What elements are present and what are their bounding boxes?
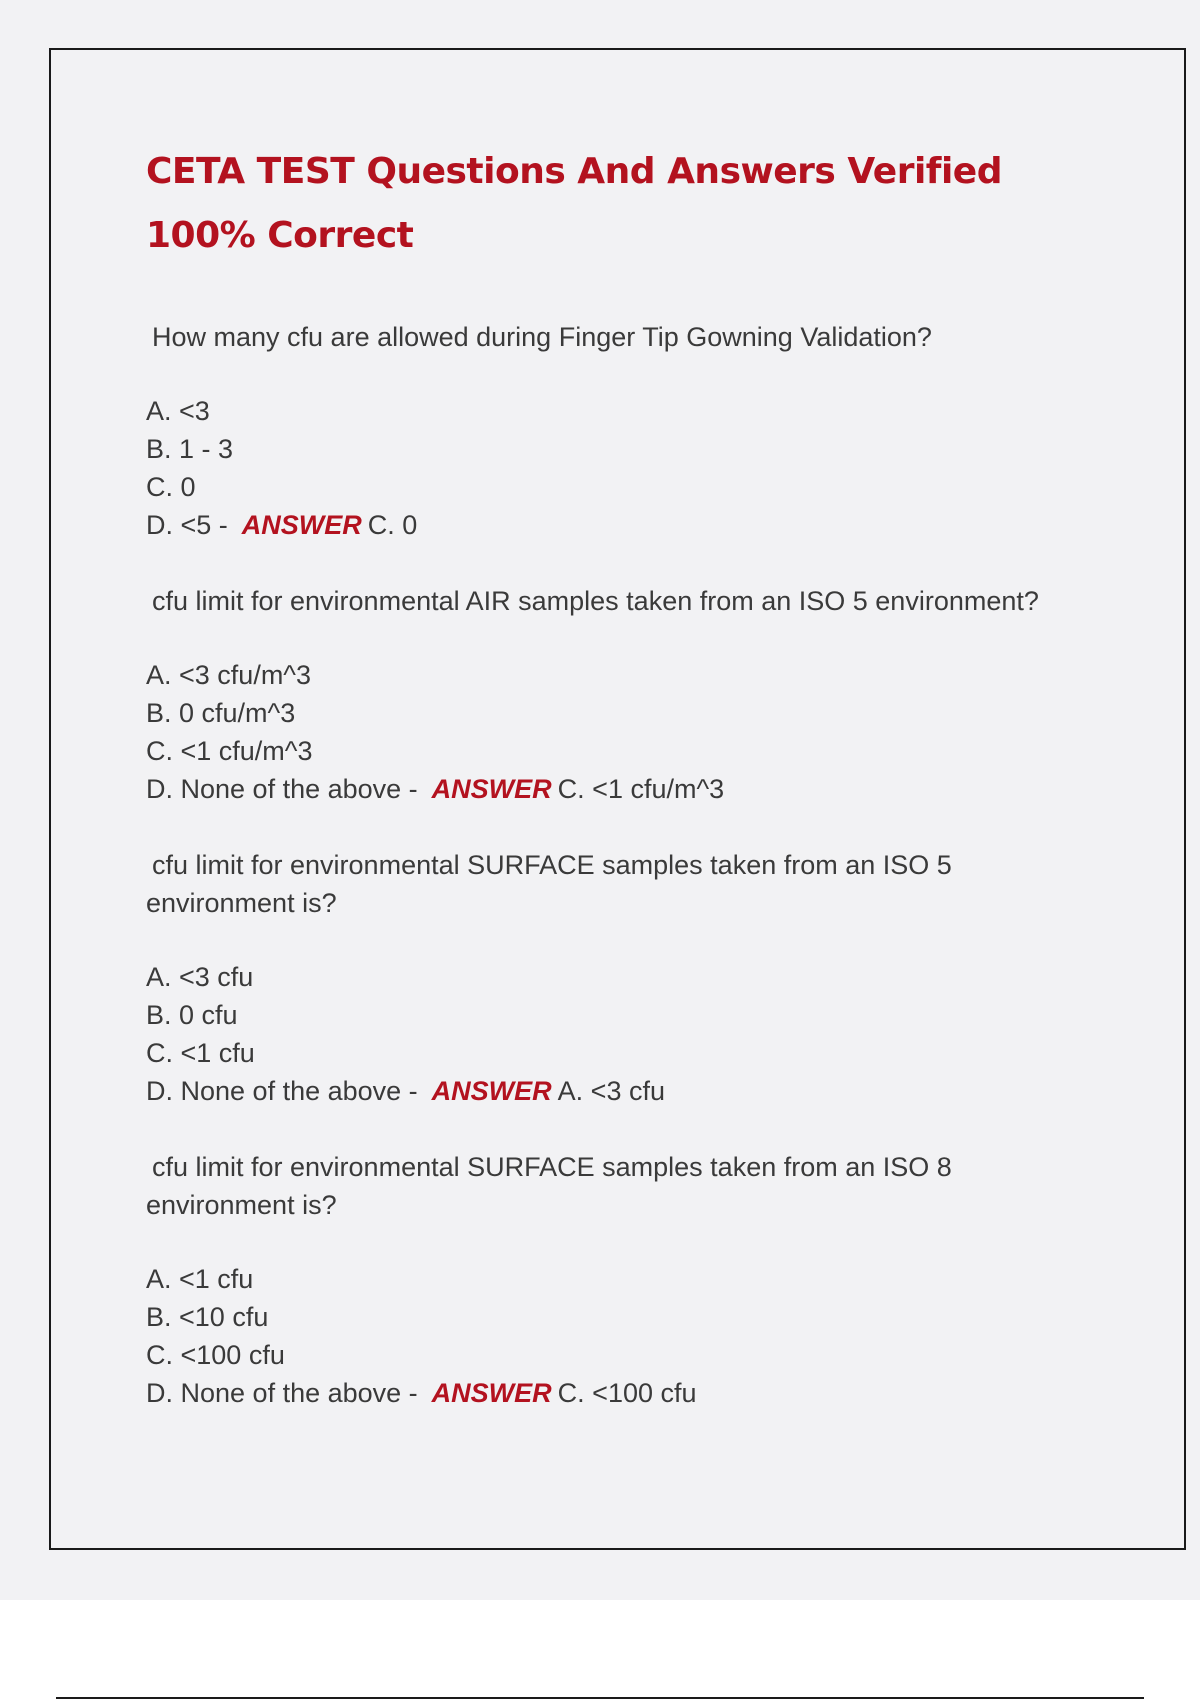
- question-block-2: [146, 582, 1106, 808]
- answer-label: ANSWER: [431, 1378, 552, 1408]
- option-d: [146, 1374, 1106, 1412]
- document-title: CETA TEST Questions And Answers Verified 100% Correct: [146, 151, 1002, 256]
- option-list: [146, 958, 1106, 1110]
- answer-text: A. <3 cfu: [557, 1076, 665, 1106]
- question-list: [146, 318, 1106, 1412]
- option-d: [146, 770, 1106, 808]
- option-d-text: D. None of the above -: [146, 774, 418, 804]
- option-list: [146, 392, 1106, 544]
- question-block-1: [146, 318, 1106, 544]
- option-c: C. <1 cfu: [146, 1038, 255, 1068]
- option-a: A. <3 cfu/m^3: [146, 660, 311, 690]
- spacer: [146, 808, 1106, 846]
- answer-text: C. <100 cfu: [557, 1378, 697, 1408]
- option-list: [146, 1260, 1106, 1412]
- option-b: B. 1 - 3: [146, 434, 234, 464]
- option-d-text: D. None of the above -: [146, 1076, 418, 1106]
- option-b: B. <10 cfu: [146, 1302, 269, 1332]
- question-text: cfu limit for environmental AIR samples taken from an ISO 5 environment?: [152, 586, 1039, 616]
- option-d-text: D. None of the above -: [146, 1378, 418, 1408]
- option-c: C. <100 cfu: [146, 1340, 285, 1370]
- option-b: B. 0 cfu: [146, 1000, 238, 1030]
- question-text: How many cfu are allowed during Finger Tip Gowning Validation?: [152, 322, 932, 352]
- answer-label: ANSWER: [241, 510, 362, 540]
- option-a: A. <3: [146, 396, 210, 426]
- spacer: [146, 1110, 1106, 1148]
- answer-text: C. <1 cfu/m^3: [557, 774, 725, 804]
- option-b: B. 0 cfu/m^3: [146, 698, 296, 728]
- footer-rule: [56, 1697, 1144, 1699]
- option-d-text: D. <5 -: [146, 510, 228, 540]
- option-c: C. <1 cfu/m^3: [146, 736, 313, 766]
- option-c: C. 0: [146, 472, 196, 502]
- question-text: cfu limit for environmental SURFACE samples taken from an ISO 5 environment is?: [146, 850, 952, 918]
- answer-label: ANSWER: [431, 774, 552, 804]
- question-text: cfu limit for environmental SURFACE samples taken from an ISO 8 environment is?: [146, 1152, 952, 1220]
- option-a: A. <1 cfu: [146, 1264, 254, 1294]
- answer-text: C. 0: [367, 510, 418, 540]
- option-d: [146, 1072, 1106, 1110]
- option-a: A. <3 cfu: [146, 962, 254, 992]
- option-d: [146, 506, 1106, 544]
- option-list: [146, 656, 1106, 808]
- question-block-3: [146, 846, 1106, 1110]
- question-block-4: [146, 1148, 1106, 1412]
- answer-label: ANSWER: [431, 1076, 552, 1106]
- spacer: [146, 544, 1106, 582]
